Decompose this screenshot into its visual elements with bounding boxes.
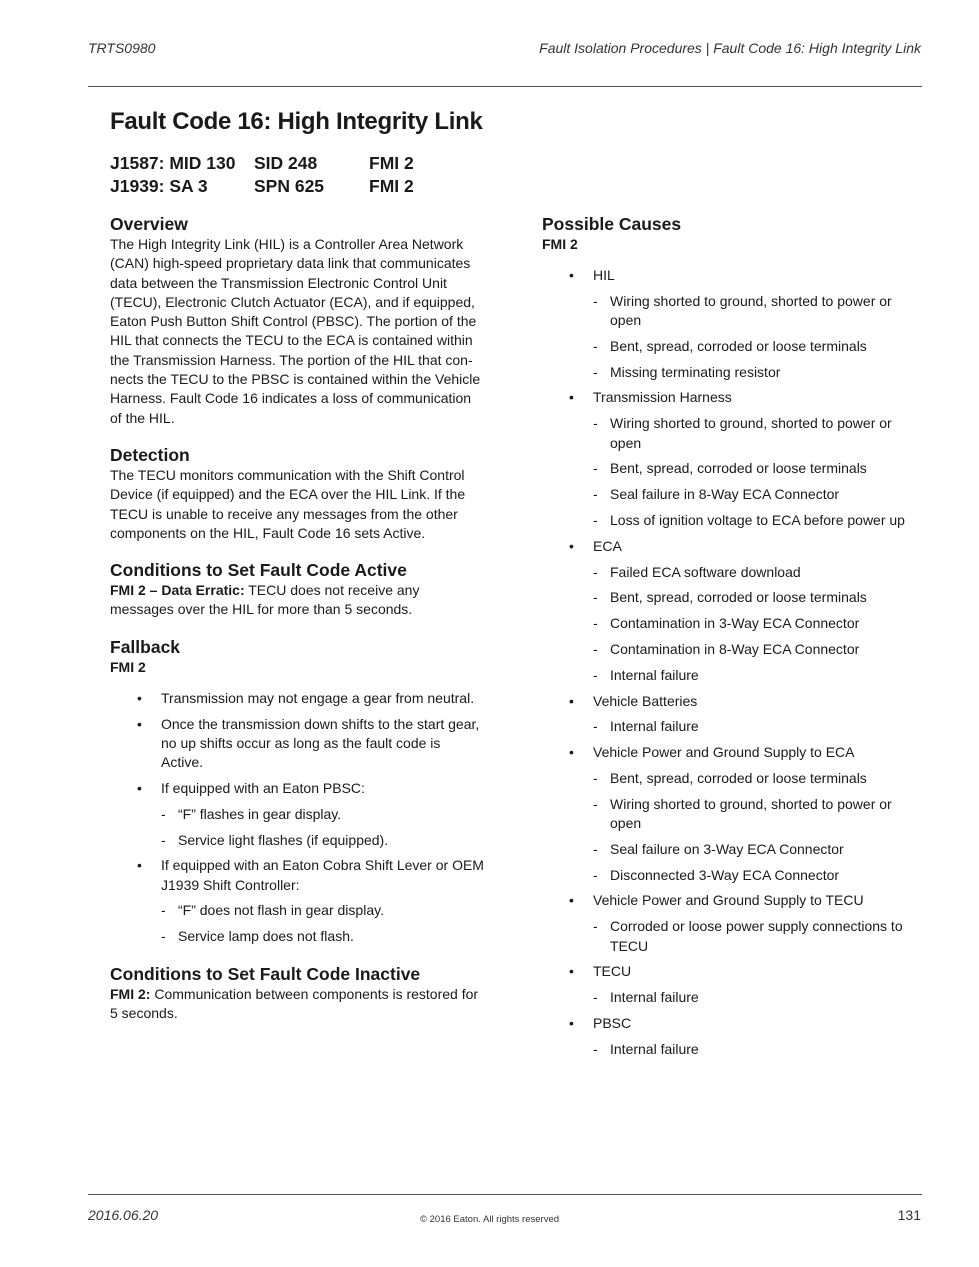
list-item: [110, 715, 485, 773]
sub-list-item: [161, 805, 485, 824]
sub-list-item: [593, 988, 922, 1007]
dash-icon: -: [593, 866, 598, 883]
list-item: [110, 779, 485, 850]
bullet-icon: •: [569, 267, 574, 283]
conditions-active-body: TECU does not receive any messages over the HIL for more than 5 seconds.: [110, 582, 420, 618]
list-item: [542, 388, 922, 530]
bullet-icon: •: [569, 744, 574, 761]
dash-icon: -: [593, 415, 598, 432]
sub-list-item-text: Bent, spread, corroded or loose terminals: [610, 337, 867, 354]
footer-date: 2016.06.20: [88, 1207, 159, 1223]
sub-list-item-text: Seal failure in 8-Way ECA Connector: [610, 486, 840, 503]
conditions-inactive-heading: Conditions to Set Fault Code Inactive: [110, 963, 421, 984]
dash-icon: -: [593, 666, 598, 683]
sub-list-item-text: Contamination in 3-Way ECA Connector: [610, 615, 860, 632]
dash-icon: -: [593, 486, 598, 503]
bullet-icon: •: [569, 963, 574, 980]
sub-list: [593, 988, 922, 1007]
conditions-active-heading: Conditions to Set Fault Code Active: [110, 560, 407, 581]
sub-list-item: [593, 485, 922, 504]
sub-list-item: [593, 717, 922, 736]
page-number: 131: [897, 1207, 921, 1223]
sub-list-item: [593, 337, 922, 356]
bullet-icon: •: [569, 692, 574, 709]
dash-icon: -: [161, 928, 166, 945]
bullet-icon: •: [569, 1014, 574, 1031]
sub-list-item-text: Bent, spread, corroded or loose terminals: [610, 589, 867, 606]
list-item: [542, 266, 922, 382]
sub-list-item-text: Corroded or loose power supply connections to TECU: [610, 918, 903, 954]
overview-heading: Overview: [110, 214, 188, 234]
fallback-section: [110, 636, 485, 947]
bullet-icon: •: [137, 779, 142, 796]
list-item-text: ECA: [593, 537, 622, 554]
list-item-text: Transmission Harness: [593, 389, 732, 406]
sub-list: [161, 805, 485, 850]
dash-icon: -: [593, 363, 598, 380]
conditions-inactive-text: [110, 985, 485, 1024]
fmi-label: FMI 2: [369, 153, 414, 173]
sub-list: [593, 769, 922, 885]
sub-list-item-text: Internal failure: [610, 718, 699, 735]
sub-list-item-text: Wiring shorted to ground, shorted to power or open: [610, 795, 892, 832]
spn-label: SPN 625: [254, 176, 325, 196]
sid-label: SID 248: [254, 153, 318, 173]
dash-icon: -: [593, 718, 598, 735]
overview-text: The High Integrity Link (HIL) is a Controller Area Network (CAN) high-speed proprietary data link that communicates data between the Transmission Electronic Control Unit (TECU), Electronic Clutch Actuator (ECA), and if equipped, Eaton Push Button Shift Control (PBSC). The portion of the HIL that connects the TECU to the ECA is contained within the Transmission Harness. The portion of the HIL that con-nects the TECU to the PBSC is contained within the Vehicle Harness. Fault Code 16 indicates a loss of communication of the HIL.: [110, 236, 481, 426]
conditions-active-text: [110, 581, 485, 620]
bullet-icon: •: [137, 857, 142, 874]
sub-list-item-text: Missing terminating resistor: [610, 363, 781, 380]
list-item: [542, 743, 922, 885]
footer-divider: [88, 1194, 922, 1195]
dash-icon: -: [161, 831, 166, 848]
dash-icon: -: [161, 902, 166, 919]
sub-list: [593, 292, 922, 382]
detection-section: [110, 444, 485, 543]
dash-icon: -: [593, 589, 598, 606]
list-item-text: Vehicle Batteries: [593, 692, 698, 709]
sub-list-item: [593, 917, 922, 956]
list-item: [110, 856, 485, 946]
header-section: Fault Isolation Procedures | Fault Code 16: High Integrity Link: [539, 40, 921, 56]
dash-icon: -: [593, 563, 598, 580]
dash-icon: -: [593, 337, 598, 354]
sub-list: [593, 563, 922, 685]
bullet-icon: •: [569, 537, 574, 554]
dash-icon: -: [593, 615, 598, 632]
sub-list-item-text: Internal failure: [610, 666, 699, 683]
detection-text: The TECU monitors communication with the Shift Control Device (if equipped) and the ECA over the HIL Link. If the TECU is unable to receive any messages from the other components on the HIL, Fault Code 16 sets Active.: [110, 466, 466, 541]
list-item-text: Vehicle Power and Ground Supply to ECA: [593, 744, 855, 761]
dash-icon: -: [593, 292, 598, 309]
sub-list: [593, 717, 922, 736]
conditions-inactive-section: [110, 963, 485, 1024]
bullet-icon: •: [137, 689, 142, 706]
list-item: [542, 537, 922, 685]
possible-causes-section: [542, 213, 922, 1059]
sub-list-item: [593, 866, 922, 885]
detection-heading: Detection: [110, 444, 190, 465]
list-item-text: Transmission may not engage a gear from neutral.: [161, 689, 475, 706]
dash-icon: -: [593, 795, 598, 812]
fallback-heading: Fallback: [110, 636, 181, 657]
possible-causes-fmi: FMI 2: [542, 236, 578, 252]
fallback-list: [110, 689, 485, 947]
sub-list-item-text: Seal failure on 3-Way ECA Connector: [610, 840, 844, 857]
list-item-text: TECU: [593, 963, 632, 980]
bullet-icon: •: [569, 389, 574, 406]
sub-list-item-text: “F” does not flash in gear display.: [178, 902, 384, 919]
sub-list: [161, 901, 485, 946]
sub-list-item: [593, 363, 922, 382]
possible-causes-heading: Possible Causes: [542, 214, 682, 234]
conditions-inactive-body: Communication between components is restored for 5 seconds.: [110, 985, 479, 1021]
header-doc-id: TRTS0980: [88, 40, 156, 56]
sub-list-item: [593, 511, 922, 530]
sub-list-item: [161, 831, 485, 850]
possible-causes-list: [542, 266, 922, 1059]
list-item-text: Once the transmission down shifts to the start gear, no up shifts occur as long as the fault code is Active.: [161, 715, 480, 771]
list-item-text: HIL: [593, 267, 615, 283]
dash-icon: -: [593, 511, 598, 528]
sub-list-item-text: Bent, spread, corroded or loose terminals: [610, 769, 867, 786]
footer-copyright: © 2016 Eaton. All rights reserved: [419, 1214, 560, 1225]
sub-list-item-text: Wiring shorted to ground, shorted to power or open: [610, 415, 892, 451]
sub-list-item: [593, 840, 922, 859]
sub-list-item-text: Bent, spread, corroded or loose terminals: [610, 460, 867, 477]
sub-list-item: [593, 588, 922, 607]
sub-list-item-text: Service lamp does not flash.: [178, 928, 354, 945]
protocol-label: J1587: MID 130: [110, 153, 236, 173]
sub-list: [593, 917, 922, 956]
sub-list-item: [593, 666, 922, 685]
sub-list-item-text: Loss of ignition voltage to ECA before power up: [610, 511, 905, 528]
list-item: [110, 689, 485, 708]
dash-icon: -: [593, 769, 598, 786]
sub-list-item-text: Internal failure: [610, 989, 699, 1006]
conditions-active-section: [110, 559, 485, 620]
dash-icon: -: [161, 805, 166, 822]
list-item: [542, 891, 922, 955]
list-item-text: If equipped with an Eaton PBSC:: [161, 779, 365, 796]
sub-list-item-text: “F” flashes in gear display.: [178, 805, 342, 822]
page-title: Fault Code 16: High Integrity Link: [110, 108, 483, 135]
dash-icon: -: [593, 918, 598, 935]
conditions-inactive-label: FMI 2:: [110, 985, 151, 1002]
sub-list-item-text: Service light flashes (if equipped).: [178, 831, 389, 848]
sub-list-item: [593, 459, 922, 478]
sub-list-item: [593, 795, 922, 834]
bullet-icon: •: [137, 715, 142, 732]
sub-list: [593, 414, 922, 530]
list-item-text: If equipped with an Eaton Cobra Shift Lever or OEM J1939 Shift Controller:: [161, 857, 484, 893]
list-item-text: PBSC: [593, 1014, 632, 1031]
dash-icon: -: [593, 840, 598, 857]
sub-list-item-text: Contamination in 8-Way ECA Connector: [610, 640, 860, 657]
list-item: [542, 1014, 922, 1059]
sub-list-item-text: Wiring shorted to ground, shorted to power or open: [610, 292, 892, 329]
sub-list-item: [593, 614, 922, 633]
sub-list: [593, 1040, 922, 1059]
sub-list-item-text: Failed ECA software download: [610, 563, 801, 580]
list-item-text: Vehicle Power and Ground Supply to TECU: [593, 892, 864, 909]
dash-icon: -: [593, 1040, 598, 1057]
bullet-icon: •: [569, 892, 574, 909]
dash-icon: -: [593, 460, 598, 477]
header-divider: [88, 86, 922, 87]
sub-list-item: [161, 927, 485, 946]
list-item: [542, 962, 922, 1007]
sub-list-item-text: Disconnected 3-Way ECA Connector: [610, 866, 840, 883]
sub-list-item: [593, 414, 922, 453]
conditions-active-label: FMI 2 – Data Erratic:: [110, 582, 245, 599]
list-item: [542, 692, 922, 737]
sub-list-item: [161, 901, 485, 920]
left-column: [110, 213, 485, 1039]
fmi-label: FMI 2: [369, 176, 414, 196]
sub-list-item: [593, 563, 922, 582]
fallback-fmi: FMI 2: [110, 658, 146, 675]
overview-section: [110, 213, 485, 428]
sub-list-item: [593, 769, 922, 788]
dash-icon: -: [593, 640, 598, 657]
protocol-label: J1939: SA 3: [110, 176, 208, 196]
sub-list-item: [593, 1040, 922, 1059]
sub-list-item: [593, 640, 922, 659]
right-column: [542, 213, 922, 1075]
sub-list-item: [593, 292, 922, 331]
dash-icon: -: [593, 989, 598, 1006]
sub-list-item-text: Internal failure: [610, 1040, 699, 1057]
